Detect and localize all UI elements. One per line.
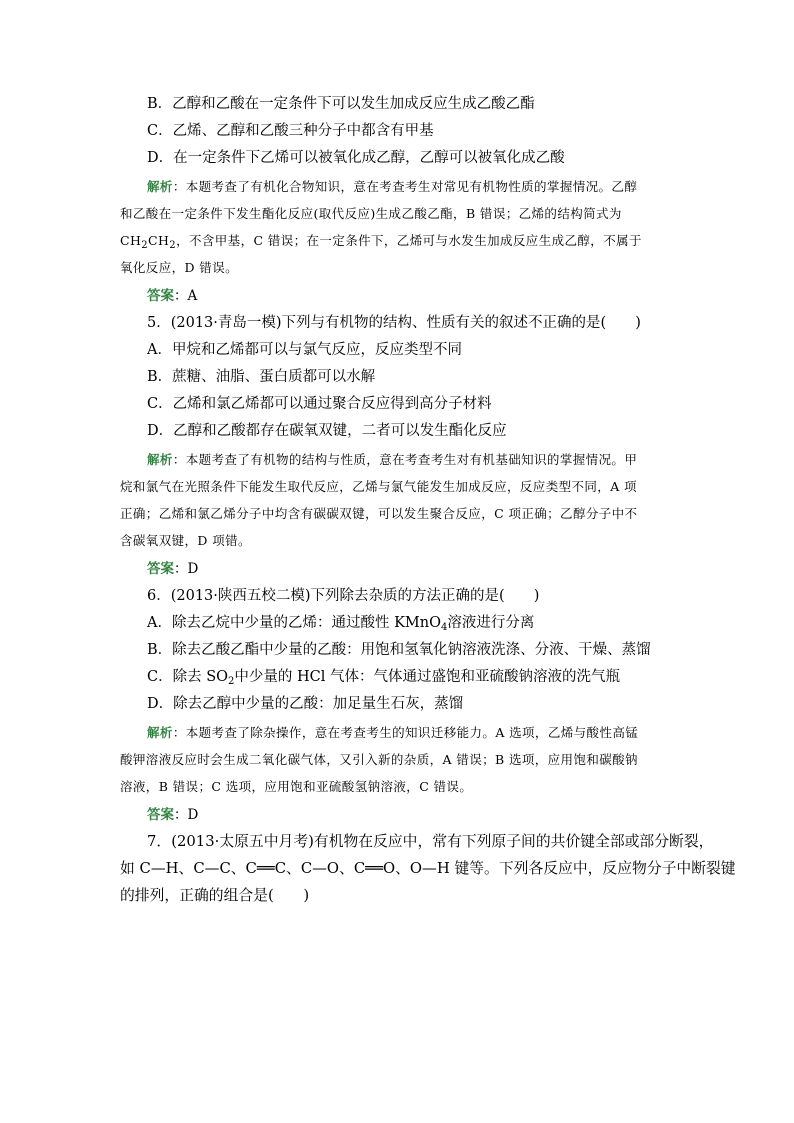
q6-analysis-line-3: 溶液，B 错误；C 选项，应用饱和亚硫酸氢钠溶液，C 错误。 [120, 779, 473, 794]
q7-stem-line-2: 如 C—H、C—C、C══C、C—O、C══O、O—H 键等。下列各反应中，反应物分子中断裂键 [120, 860, 736, 877]
answer-label: 答案 [147, 561, 174, 577]
ethylene-formula: $CH_2CH_2$ [120, 233, 177, 251]
q5-answer: 答案：D [147, 561, 199, 577]
q6-option-a: A．除去乙烷中少量的乙烯：通过酸性 KMnO$_4$溶液进行分离 [147, 615, 535, 633]
q5-analysis-line-2: 烷和氯气在光照条件下能发生取代反应，乙烯与氯气能发生加成反应，反应类型不同，A 项 [120, 479, 637, 494]
q7-stem-line-1: 7．(2013·太原五中月考)有机物在反应中，常有下列原子间的共价键全部或部分断裂， [147, 833, 714, 850]
q4-answer: 答案：A [147, 288, 198, 304]
q7-stem-line-3: 的排列，正确的组合是( ) [120, 887, 310, 904]
q5-stem: 5．(2013·青岛一模)下列与有机物的结构、性质有关的叙述不正确的是( ) [147, 315, 641, 331]
q4-analysis-line-2: 和乙酸在一定条件下发生酯化反应(取代反应)生成乙酸乙酯，B 错误；乙烯的结构简式为 [120, 206, 622, 221]
q4-option-c: C．乙烯、乙醇和乙酸三种分子中都含有甲基 [147, 123, 434, 139]
q6-answer: 答案：D [147, 807, 199, 823]
q5-analysis-line-1: 解析：本题考查了有机物的结构与性质，意在考查考生对有机基础知识的掌握情况。甲 [147, 452, 638, 467]
analysis-label: 解析 [147, 179, 173, 194]
answer-label: 答案 [147, 807, 174, 823]
analysis-label: 解析 [147, 725, 173, 740]
q6-analysis-line-2: 酸钾溶液反应时会生成二氧化碳气体，又引入新的杂质，A 错误；B 选项，应用饱和碳酸钠 [120, 752, 638, 767]
q5-analysis-line-3: 正确；乙烯和氯乙烯分子中均含有碳碳双键，可以发生聚合反应，C 项正确；乙醇分子中不 [120, 506, 638, 521]
analysis-label: 解析 [147, 452, 173, 467]
q6-analysis-line-1: 解析：本题考查了除杂操作，意在考查考生的知识迁移能力。A 选项，乙烯与酸性高锰 [147, 725, 639, 740]
q5-option-a: A．甲烷和乙烯都可以与氯气反应，反应类型不同 [147, 342, 462, 358]
q5-option-c: C．乙烯和氯乙烯都可以通过聚合反应得到高分子材料 [147, 396, 492, 412]
q5-option-b: B．蔗糖、油脂、蛋白质都可以水解 [147, 369, 376, 385]
q4-option-d: D．在一定条件下乙烯可以被氧化成乙醇，乙醇可以被氧化成乙酸 [147, 150, 565, 166]
q5-option-d: D．乙醇和乙酸都存在碳氧双键，二者可以发生酯化反应 [147, 423, 507, 439]
q6-option-c: C．除去 $SO_2$中少量的 HCl 气体：气体通过盛饱和亚硫酸钠溶液的洗气瓶 [147, 669, 620, 687]
q5-analysis-line-4: 含碳氧双键，D 项错。 [120, 533, 251, 548]
q6-option-b: B．除去乙酸乙酯中少量的乙酸：用饱和氢氧化钠溶液洗涤、分液、干燥、蒸馏 [147, 642, 651, 658]
q4-analysis-line-3: $CH_2CH_2$，不含甲基，C 错误；在一定条件下，乙烯可与水发生加成反应生成乙醇，不属于 [120, 233, 642, 251]
q4-analysis-line-1: 解析：本题考查了有机化合物知识，意在考查考生对常见有机物性质的掌握情况。乙醇 [147, 179, 638, 194]
q6-option-d: D．除去乙醇中少量的乙酸：加足量生石灰，蒸馏 [147, 696, 464, 712]
q4-analysis-line-4: 氧化反应，D 错误。 [120, 260, 238, 275]
q6-stem: 6．(2013·陕西五校二模)下列除去杂质的方法正确的是( ) [147, 588, 540, 604]
q4-option-b: B．乙醇和乙酸在一定条件下可以发生加成反应生成乙酸乙酯 [147, 96, 535, 112]
answer-label: 答案 [147, 288, 174, 304]
